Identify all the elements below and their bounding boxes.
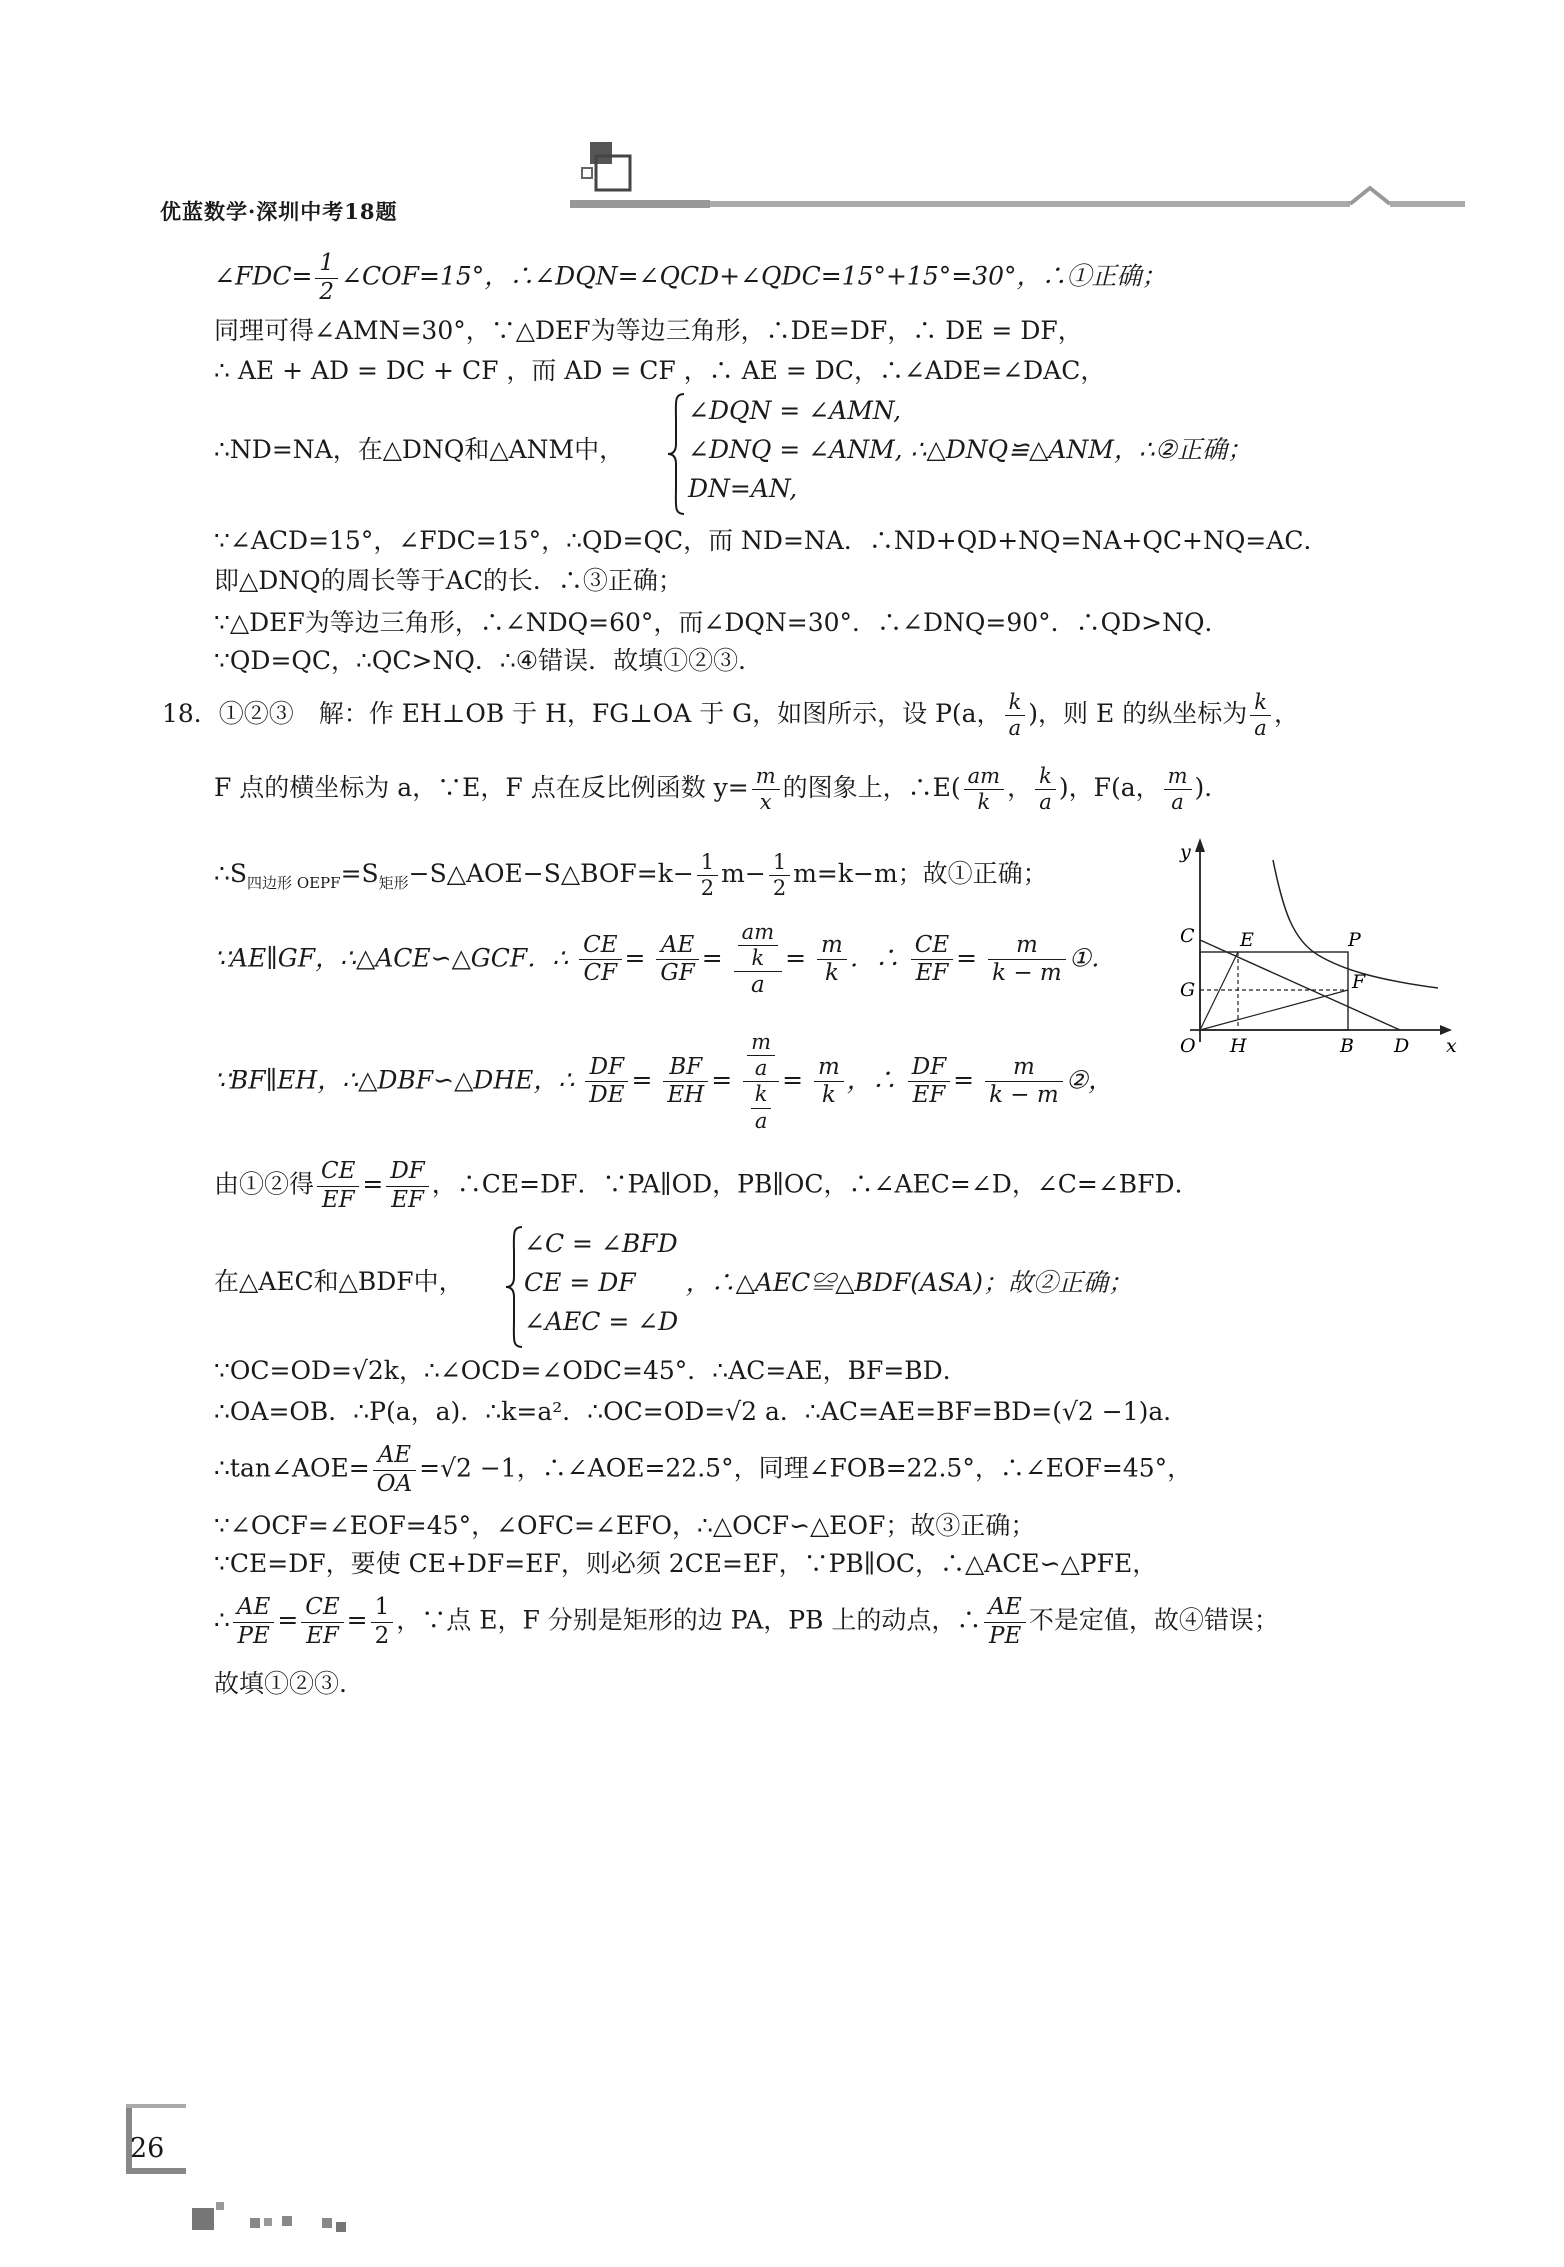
text-line: $\therefore S_{四边形 OEPF}=S_{矩形}-S\triangle AOE-S\triangle BOF=k-$ $\frac{1}{2}$ m− $\frac{1}{2}$ m=k−m；故①正确；	[214, 850, 1048, 901]
text-line: ∵CE=DF，要使 CE+DF=EF，则必须 2CE=EF，∵PB∥OC，∴△ACE∽△PFE，	[214, 1549, 1158, 1578]
geometry-figure	[1168, 830, 1458, 1060]
text-line: ∵QD=QC，∴QC>NQ．∴④错误．故填①②③．	[214, 646, 764, 675]
text-line: 故填①②③.	[214, 1669, 347, 1698]
text-line: ∵∠OCF=∠EOF=45°，∠OFC=∠EFO，∴△OCF∽△EOF；故③正确；	[214, 1511, 1036, 1540]
text-line: ∴ AE + AD = DC + CF ，而 AD = CF ，∴ AE = DC，∴∠ADE=∠DAC，	[214, 356, 1106, 385]
text-line: 即△DNQ的周长等于AC的长．∴③正确；	[214, 566, 683, 595]
label-F: F	[1352, 971, 1366, 993]
text-line: ∠FDC= $\frac{1}{2}$ ∠COF=15°，∴∠DQN=∠QCD+∠QDC=15°+15°=30°，∴①正确；	[214, 250, 1167, 305]
label-x: x	[1446, 1035, 1457, 1057]
running-header: 优蓝数学·深圳中考18题	[160, 199, 398, 224]
question-18-line: 18．①②③ 解：作 EH⊥OB 于 H，FG⊥OA 于 G，如图所示，设 P(a， $\frac{k}{a}$ )，则 E 的纵坐标为 $\frac{k}{a}$ ，	[162, 690, 1299, 741]
text-line: ∴ND=NA，在△DNQ和△ANM中，	[214, 435, 625, 464]
label-E: E	[1240, 929, 1254, 951]
text-line: ∵OC=OD=√2k，∴∠OCD=∠ODC=45°．∴AC=AE，BF=BD．	[214, 1356, 968, 1385]
text-line: ∵△DEF为等边三角形，∴∠NDQ=60°，而∠DQN=30°．∴∠DNQ=90°．∴QD>NQ．	[214, 608, 1230, 637]
label-y: y	[1180, 841, 1191, 863]
label-B: B	[1340, 1035, 1354, 1057]
text-line: ∵BF∥EH，∴△DBF∽△DHE，∴ $\frac{DF}{DE}$ = $\frac{BF}{EH}$ = $\frac{\frac{m}{a}}{\frac{k}{a}}$ = $\frac{m}{k}$ ，∴ $\frac{DF}{EF}$ = $\frac{m}{k - m}$ ②，	[214, 1030, 1114, 1133]
left-brace-icon	[666, 392, 688, 516]
text-line: F 点的横坐标为 a，∵E，F 点在反比例函数 y= $\frac{m}{x}$ 的图象上，∴E( $\frac{am}{k}$ ， $\frac{k}{a}$ )，F(a， $\frac{m}{a}$ )．	[214, 764, 1230, 815]
footer-decoration	[112, 2098, 372, 2248]
text-line: ∴tan∠AOE= $\frac{AE}{OA}$ =√2 −1，∴∠AOE=22.5°，同理∠FOB=22.5°，∴∠EOF=45°，	[214, 1442, 1193, 1497]
label-C: C	[1180, 925, 1195, 947]
equation-system: ∠DQN = ∠AMN, ∠DNQ = ∠ANM, ∴△DNQ≌△ANM，∴②正确； DN=AN,	[688, 396, 1253, 503]
text-line: 在△AEC和△BDF中，	[214, 1267, 464, 1296]
text-line: 由①②得 $\frac{CE}{EF}$ = $\frac{DF}{EF}$ ，∴CE=DF．∵PA∥OD，PB∥OC，∴∠AEC=∠D，∠C=∠BFD．	[214, 1158, 1200, 1213]
equation-system: ∠C = ∠BFD CE = DF ，∴△AEC≌△BDF(ASA)；故②正确； ∠AEC = ∠D	[524, 1229, 1133, 1336]
text-line: 同理可得∠AMN=30°，∵△DEF为等边三角形，∴DE=DF，∴ DE = DF，	[214, 316, 1083, 345]
label-O: O	[1180, 1035, 1196, 1057]
label-H: H	[1230, 1035, 1247, 1057]
text-line: ∴OA=OB．∴P(a，a)．∴k=a²．∴OC=OD=√2 a．∴AC=AE=BF=BD=(√2 −1)a．	[214, 1397, 1189, 1426]
text-line: ∵∠ACD=15°，∠FDC=15°，∴QD=QC，而 ND=NA．∴ND+QD+NQ=NA+QC+NQ=AC．	[214, 526, 1329, 555]
label-G: G	[1180, 979, 1196, 1001]
header-decoration	[560, 138, 1480, 218]
text-line: ∴ $\frac{AE}{PE}$ = $\frac{CE}{EF}$ = $\frac{1}{2}$ ，∵点 E，F 分别是矩形的边 PA，PB 上的动点，∴ $\frac{AE}{PE}$ 不是定值，故④错误；	[214, 1594, 1279, 1649]
text-line: ∵AE∥GF，∴△ACE∽△GCF．∴ $\frac{CE}{CF}$ = $\frac{AE}{GF}$ = $\frac{\frac{am}{k}}{a}$ = $\frac{m}{k}$ ．∴ $\frac{CE}{EF}$ = $\frac{m}{k - m}$ ①．	[214, 920, 1117, 999]
left-brace-icon	[504, 1225, 526, 1349]
page-number: 26	[130, 2133, 165, 2164]
label-P: P	[1348, 929, 1361, 951]
label-D: D	[1394, 1035, 1410, 1057]
